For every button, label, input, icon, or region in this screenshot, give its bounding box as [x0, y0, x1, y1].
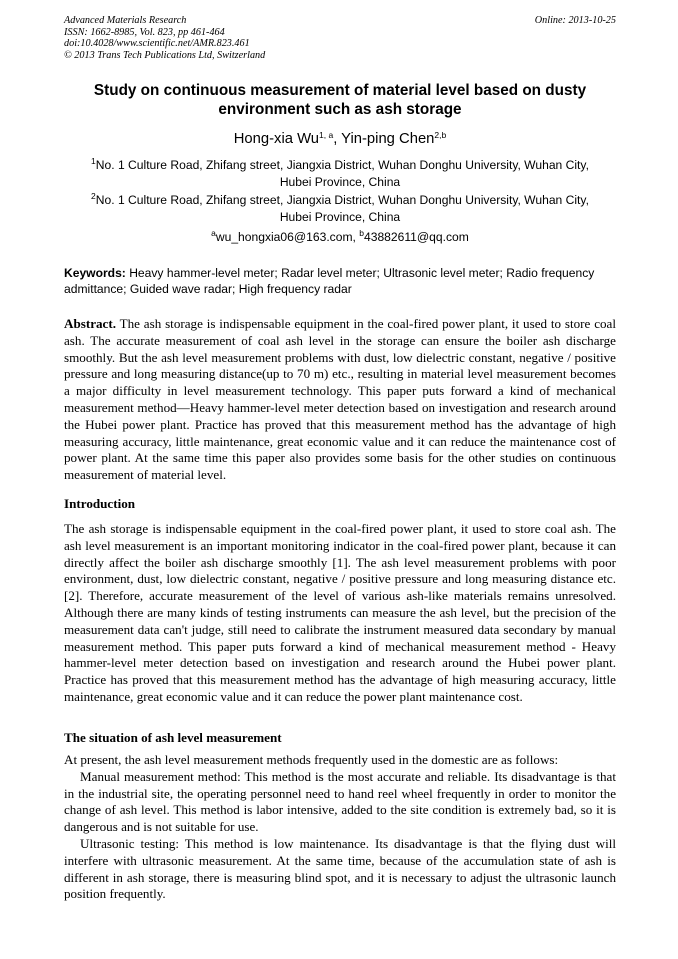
publication-header [64, 15, 616, 61]
affiliation-1-text: No. 1 Culture Road, Zhifang street, Jiangxia District, Wuhan Donghu University, Wuhan City, Hubei Province, China [95, 158, 589, 189]
introduction-heading: Introduction [64, 496, 136, 511]
author-2-name: Yin-ping Chen [341, 131, 435, 147]
affiliation-2-text: No. 1 Culture Road, Zhifang street, Jiangxia District, Wuhan Donghu University, Wuhan City, Hubei Province, China [95, 193, 589, 224]
affiliation-2-mark: 2 [91, 191, 96, 201]
keywords-block [64, 265, 616, 298]
abstract-label: Abstract. [64, 316, 116, 331]
author-2-affiliation-mark: 2,b [434, 130, 447, 140]
doi-line: doi:10.4028/www.scientific.net/AMR.823.461 [64, 38, 250, 50]
affiliation-2 [90, 192, 590, 225]
email-2[interactable]: 43882611@qq.com [364, 230, 469, 244]
author-list [64, 130, 616, 148]
journal-name: Advanced Materials Research [64, 15, 187, 26]
abstract-text: The ash storage is indispensable equipment in the coal-fired power plant, it used to store coal ash. The accurate measurement of coal ash level in the storage can ensure the boiler ash discharge smoothly. But the ash level measurement problems with dust, low dielectric constant, negative / positive pressure and long measuring distance(up to 70 m) etc., resulting in material level measurement becomes a major difficulty in level measurement technology. This paper puts forward a kind of mechanical measurement method—Heavy hammer-level meter detection based on investigation and research around the Hubei power plant. Practice has proved that this measurement method has the advantage of high measuring accuracy, little maintenance, great economic value and it can reduce the maintenance cost of power plant. At the same time this paper also provides some basis for the other studies on continuous measurement of material level. [64, 316, 616, 483]
situation-paragraph-2: Manual measurement method: This method is the most accurate and reliable. Its disadvantage is that in the industrial site, the operating personnel need to hand reel wheel frequently in order to monitor the change of ash level. This method is labor intensive, added to the site condition is extremely bad, so it is dangerous and is not suitable for use. [64, 768, 616, 835]
email-1[interactable]: wu_hongxia06@163.com [215, 230, 353, 244]
situation-section [64, 752, 616, 903]
email-2-mark: b [359, 228, 364, 238]
author-separator: , [333, 131, 342, 147]
online-date: Online: 2013-10-25 [534, 15, 616, 26]
email-separator: , [352, 230, 360, 244]
affiliation-1-mark: 1 [91, 156, 96, 166]
paper-title: Study on continuous measurement of material level based on dusty environment such as ash storage [93, 82, 587, 118]
email-1-mark: a [211, 228, 216, 238]
situation-paragraph-1: At present, the ash level measurement methods frequently used in the domestic are as follows: [64, 752, 559, 767]
author-1-affiliation-mark: 1, a [319, 130, 334, 140]
keywords-text: Heavy hammer-level meter; Radar level meter; Ultrasonic level meter; Radio frequency admittance; Guided wave radar; High frequency radar [64, 266, 595, 297]
situation-heading: The situation of ash level measurement [64, 730, 282, 745]
situation-paragraph-3: Ultrasonic testing: This method is low maintenance. Its disadvantage is that the flying dust will interfere with ultrasonic measurement. At the same time, because of the accumulation state of ash is different in ash storage, there is measuring blind spot, and it is necessary to adjust the ultrasonic launch position frequently. [64, 835, 616, 902]
copyright-line: © 2013 Trans Tech Publications Ltd, Switzerland [64, 49, 266, 61]
introduction-text: The ash storage is indispensable equipment in the coal-fired power plant, it used to store coal ash. The ash level measurement is an important monitoring indicator in the coal-fired power plant, because it can directly affect the boiler ash discharge smoothly [1]. The ash level measurement problems with poor environment, dust, low dielectric constant, negative / positive pressure and long measuring distance etc. [2]. Therefore, accurate measurement of the level of various ash-like materials remains unresolved. Although there are many kinds of testing instruments can measure the ash level, but the precision of the measurement data can't judge, still need to calibrate the instrument measured data secondary by manual measurement method. This paper puts forward a kind of mechanical measurement method - Heavy hammer-level meter detection based on investigation and research around the Hubei power plant. Practice has proved that this measurement method has the advantage of high measuring accuracy, little maintenance, great economic value and it can reduce the power plant maintenance cost. [64, 521, 616, 704]
issn-line: ISSN: 1662-8985, Vol. 823, pp 461-464 [64, 26, 225, 38]
keywords-label: Keywords: [64, 266, 126, 280]
abstract-block [64, 316, 616, 484]
affiliation-1 [90, 157, 590, 190]
author-1-name: Hong-xia Wu [233, 131, 320, 147]
author-emails [64, 229, 616, 245]
